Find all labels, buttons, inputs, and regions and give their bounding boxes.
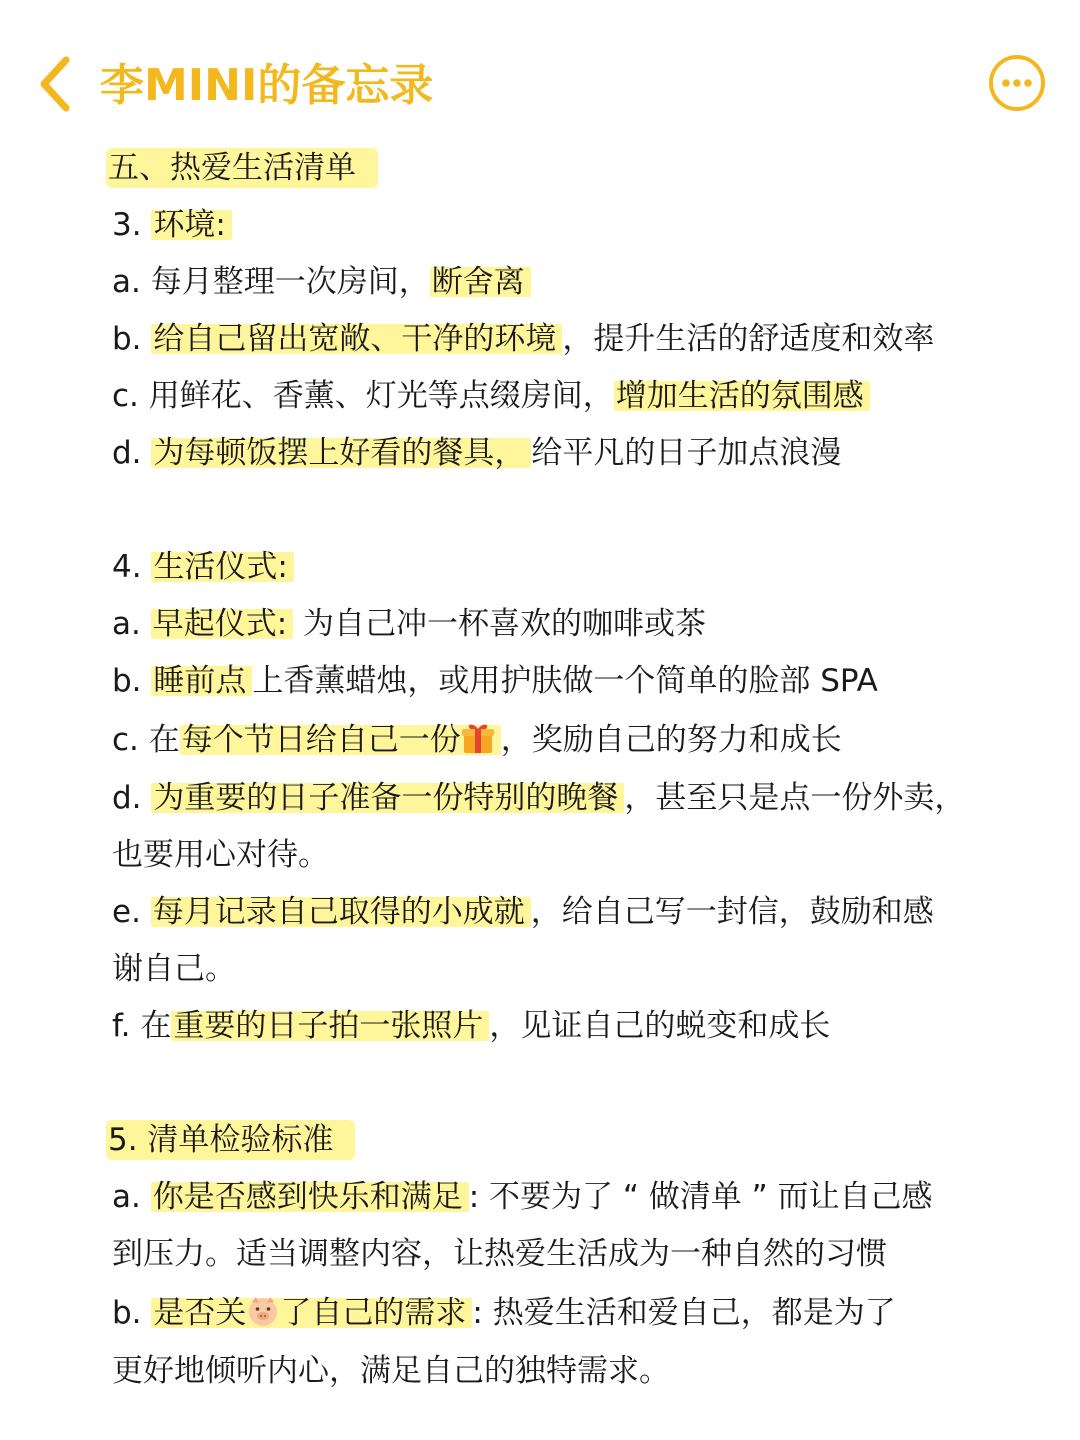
ritual-title-line (112, 539, 1012, 596)
item-highlight-wrap (180, 722, 501, 758)
ritual-title-num: 4. (112, 549, 152, 585)
item-highlight: 早起仪式: (151, 606, 293, 642)
check-item-b (112, 1283, 1012, 1343)
item-text: 为自己冲一杯喜欢的咖啡或茶 (293, 606, 707, 642)
item-text: ，甚至只是点一份外卖， (624, 780, 966, 816)
item-text: b. (112, 321, 152, 357)
item-text: : 热爱生活和爱自己，都是为了 (472, 1295, 896, 1331)
item-highlight: 为每顿饭摆上好看的餐具， (151, 435, 531, 471)
item-highlight: 重要的日子拍一张照片 (171, 1008, 489, 1044)
ritual-item-e-cont (112, 941, 1012, 998)
item-text: 到压力。适当调整内容，让热爱生活成为一种自然的习惯 (112, 1236, 887, 1272)
item-text: d. (112, 780, 152, 816)
env-title-num: 3. (112, 207, 152, 243)
env-item-b (112, 311, 1012, 368)
env-title-line (112, 197, 1012, 254)
item-highlight: 了自己的需求 (280, 1295, 467, 1331)
check-item-b-cont (112, 1343, 1012, 1400)
item-text: a. 每月整理一次房间， (112, 264, 430, 300)
item-highlight-wrap (151, 1295, 472, 1331)
env-item-a (112, 254, 1012, 311)
item-text: b. (112, 663, 152, 699)
ritual-item-d (112, 770, 1012, 827)
ritual-item-a (112, 596, 1012, 653)
check-title-line (108, 1112, 1012, 1169)
chevron-left-icon (32, 52, 80, 116)
item-text: b. (112, 1295, 152, 1331)
env-item-d (112, 425, 1012, 482)
item-text: 也要用心对待。 (112, 837, 329, 873)
item-text: f. 在 (112, 1008, 172, 1044)
ritual-item-d-cont (112, 827, 1012, 884)
ritual-item-f (112, 998, 1012, 1055)
item-highlight: 你是否感到快乐和满足 (151, 1179, 469, 1215)
more-button[interactable] (988, 54, 1046, 112)
item-highlight: 每月记录自己取得的小成就 (151, 894, 531, 930)
item-highlight: 给自己留出宽敞、干净的环境 (151, 321, 562, 357)
item-text: : 不要为了 “ 做清单 ” 而让自己感 (468, 1179, 933, 1215)
more-horizontal-icon (988, 54, 1046, 112)
check-item-a (112, 1169, 1012, 1226)
item-highlight: 断舍离 (430, 264, 531, 300)
item-text: 谢自己。 (112, 951, 236, 987)
item-text: c. 用鲜花、香薰、灯光等点缀房间， (112, 378, 614, 414)
ritual-item-b (112, 653, 1012, 710)
section-heading: 五、热爱生活清单 (106, 148, 378, 188)
env-title: 环境: (151, 207, 231, 243)
gift-icon (461, 721, 495, 755)
env-item-c (112, 368, 1012, 425)
item-text: e. (112, 894, 151, 930)
item-highlight: 每个节日给自己一份 (181, 722, 461, 758)
item-text: c. 在 (112, 722, 180, 758)
ritual-item-e (112, 884, 1012, 941)
back-button[interactable] (32, 52, 80, 116)
check-item-a-cont (112, 1226, 1012, 1283)
item-highlight: 增加生活的氛围感 (614, 378, 870, 414)
section-heading-line (108, 140, 1012, 197)
pig-face-icon (246, 1294, 280, 1328)
item-text: ，提升生活的舒适度和效率 (562, 321, 935, 357)
ritual-item-c (112, 710, 1012, 770)
item-text: ，见证自己的蜕变和成长 (489, 1008, 831, 1044)
item-text: 给平凡的日子加点浪漫 (531, 435, 842, 471)
item-text: a. (112, 1179, 151, 1215)
app-header (0, 0, 1080, 160)
item-text: d. (112, 435, 152, 471)
item-highlight: 睡前点 (151, 663, 252, 699)
memo-content (108, 140, 1012, 1400)
ritual-title: 生活仪式: (151, 549, 293, 585)
item-text: ，奖励自己的努力和成长 (500, 722, 842, 758)
check-title: 5. 清单检验标准 (106, 1120, 355, 1160)
item-text: 更好地倾听内心，满足自己的独特需求。 (112, 1353, 670, 1389)
item-highlight: 为重要的日子准备一份特别的晚餐 (151, 780, 624, 816)
page-title: 李MINI的备忘录 (100, 60, 434, 111)
item-text: 上香薰蜡烛，或用护肤做一个简单的脸部 SPA (252, 663, 878, 699)
item-text: ，给自己写一封信，鼓励和感 (530, 894, 934, 930)
item-text: a. (112, 606, 151, 642)
item-highlight: 是否关 (153, 1295, 247, 1331)
